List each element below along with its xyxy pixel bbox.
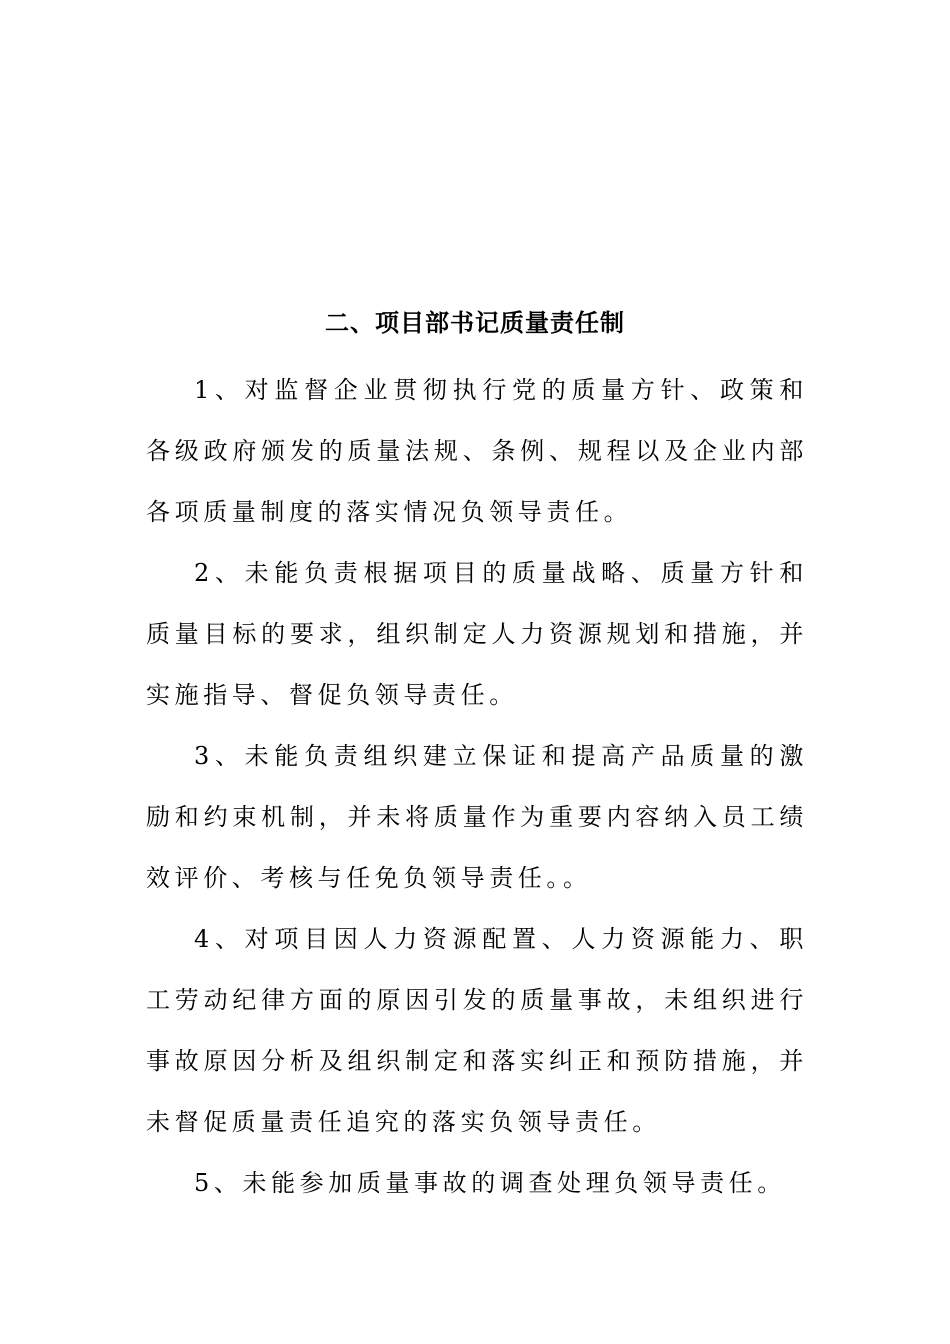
- paragraph-3: 3、未能负责组织建立保证和提高产品质量的激励和约束机制，并未将质量作为重要内容纳入员工绩效评价、考核与任免负领导责任。。: [146, 742, 808, 892]
- document-title: 二、项目部书记质量责任制: [325, 308, 625, 337]
- paragraph-5: 5、未能参加质量事故的调查处理负领导责任。: [194, 1169, 786, 1197]
- paragraph-2: 2、未能负责根据项目的质量战略、质量方针和质量目标的要求，组织制定人力资源规划和措施，并实施指导、督促负领导责任。: [146, 559, 808, 709]
- paragraph-1: 1、对监督企业贯彻执行党的质量方针、政策和各级政府颁发的质量法规、条例、规程以及企业内部各项质量制度的落实情况负领导责任。: [146, 376, 808, 526]
- document-body: [146, 360, 808, 1214]
- paragraph-4: 4、对项目因人力资源配置、人力资源能力、职工劳动纪律方面的原因引发的质量事故，未组织进行事故原因分析及组织制定和落实纠正和预防措施，并未督促质量责任追究的落实负领导责任。: [146, 925, 808, 1136]
